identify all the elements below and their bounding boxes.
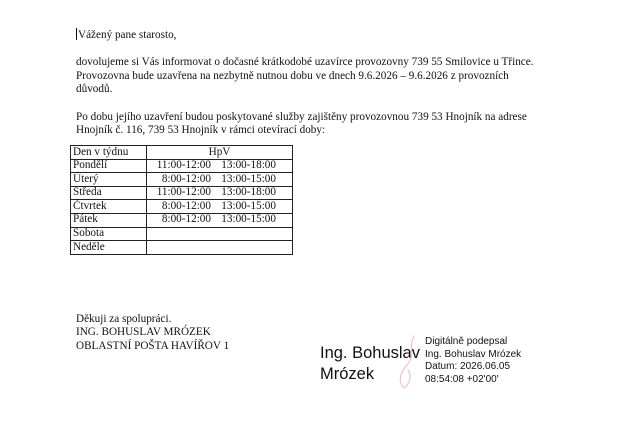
hours-cell: [147, 200, 293, 214]
hours-cell: [147, 241, 293, 255]
day-cell: Sobota: [71, 227, 147, 241]
signature-detail-line2: Ing. Bohuslav Mrózek: [425, 348, 522, 360]
closing-name: ING. BOHUSLAV MRÓZEK: [76, 326, 211, 338]
greeting: [76, 28, 176, 43]
afternoon-slot: 13:00-15:00: [221, 199, 276, 212]
day-cell: Úterý: [71, 173, 147, 187]
header-hours: HpV: [147, 146, 293, 160]
opening-hours-table: [70, 145, 293, 255]
greeting-text: Vážený pane starosto,: [78, 29, 177, 41]
table-row: [71, 213, 293, 227]
table-row: [71, 241, 293, 255]
morning-slot: 8:00-12:00: [161, 172, 211, 185]
afternoon-slot: 13:00-15:00: [221, 213, 276, 226]
header-day: Den v týdnu: [71, 146, 147, 160]
table-row: [71, 227, 293, 241]
morning-slot: 11:00-12:00: [156, 186, 211, 199]
hours-cell: [147, 159, 293, 173]
afternoon-slot: 13:00-15:00: [221, 172, 276, 185]
hours-cell: [147, 186, 293, 200]
paragraph1-line3: důvodů.: [76, 83, 113, 95]
hours-cell: [147, 213, 293, 227]
morning-slot: 8:00-12:00: [161, 213, 211, 226]
signature-name-line1: Ing. Bohuslav: [320, 344, 420, 362]
signature-stroke-icon: [392, 332, 422, 392]
closing-office: OBLASTNÍ POŠTA HAVÍŘOV 1: [76, 340, 230, 352]
day-cell: Neděle: [71, 241, 147, 255]
afternoon-slot: 13:00-18:00: [221, 186, 276, 199]
table-row: [71, 173, 293, 187]
paragraph2-line2: Hnojník č. 116, 739 53 Hnojník v rámci otevírací doby:: [76, 124, 326, 136]
table-row: [71, 159, 293, 173]
table-header-row: [71, 146, 293, 160]
table-row: [71, 200, 293, 214]
closing-thanks: Děkuji za spolupráci.: [76, 313, 172, 325]
day-cell: Pondělí: [71, 159, 147, 173]
text-cursor: [76, 28, 77, 40]
day-cell: Středa: [71, 186, 147, 200]
afternoon-slot: 13:00-18:00: [221, 159, 276, 172]
signature-detail-line4: 08:54:08 +02'00': [425, 373, 499, 385]
morning-slot: 8:00-12:00: [161, 199, 211, 212]
hours-cell: [147, 173, 293, 187]
signature-detail-line3: Datum: 2026.06.05: [425, 361, 511, 373]
morning-slot: 11:00-12:00: [156, 159, 211, 172]
day-cell: Pátek: [71, 213, 147, 227]
signature-name-line2: Mrózek: [320, 364, 375, 383]
hours-cell: [147, 227, 293, 241]
paragraph2-line1: Po dobu jejího uzavření budou poskytované služby zajištěny provozovnou 739 53 Hnojník na adrese: [76, 111, 527, 123]
table-row: [71, 186, 293, 200]
paragraph1-line1: dovolujeme si Vás informovat o dočasné krátkodobé uzavírce provozovny 739 55 Smilovice u Třince.: [76, 56, 534, 68]
day-cell: Čtvrtek: [71, 200, 147, 214]
signature-detail-line1: Digitálně podepsal: [425, 336, 508, 347]
paragraph1-line2: Provozovna bude uzavřena na nezbytně nutnou dobu ve dnech 9.6.2026 – 9.6.2026 z provozních: [76, 70, 509, 82]
digital-signature-details: [425, 336, 521, 386]
